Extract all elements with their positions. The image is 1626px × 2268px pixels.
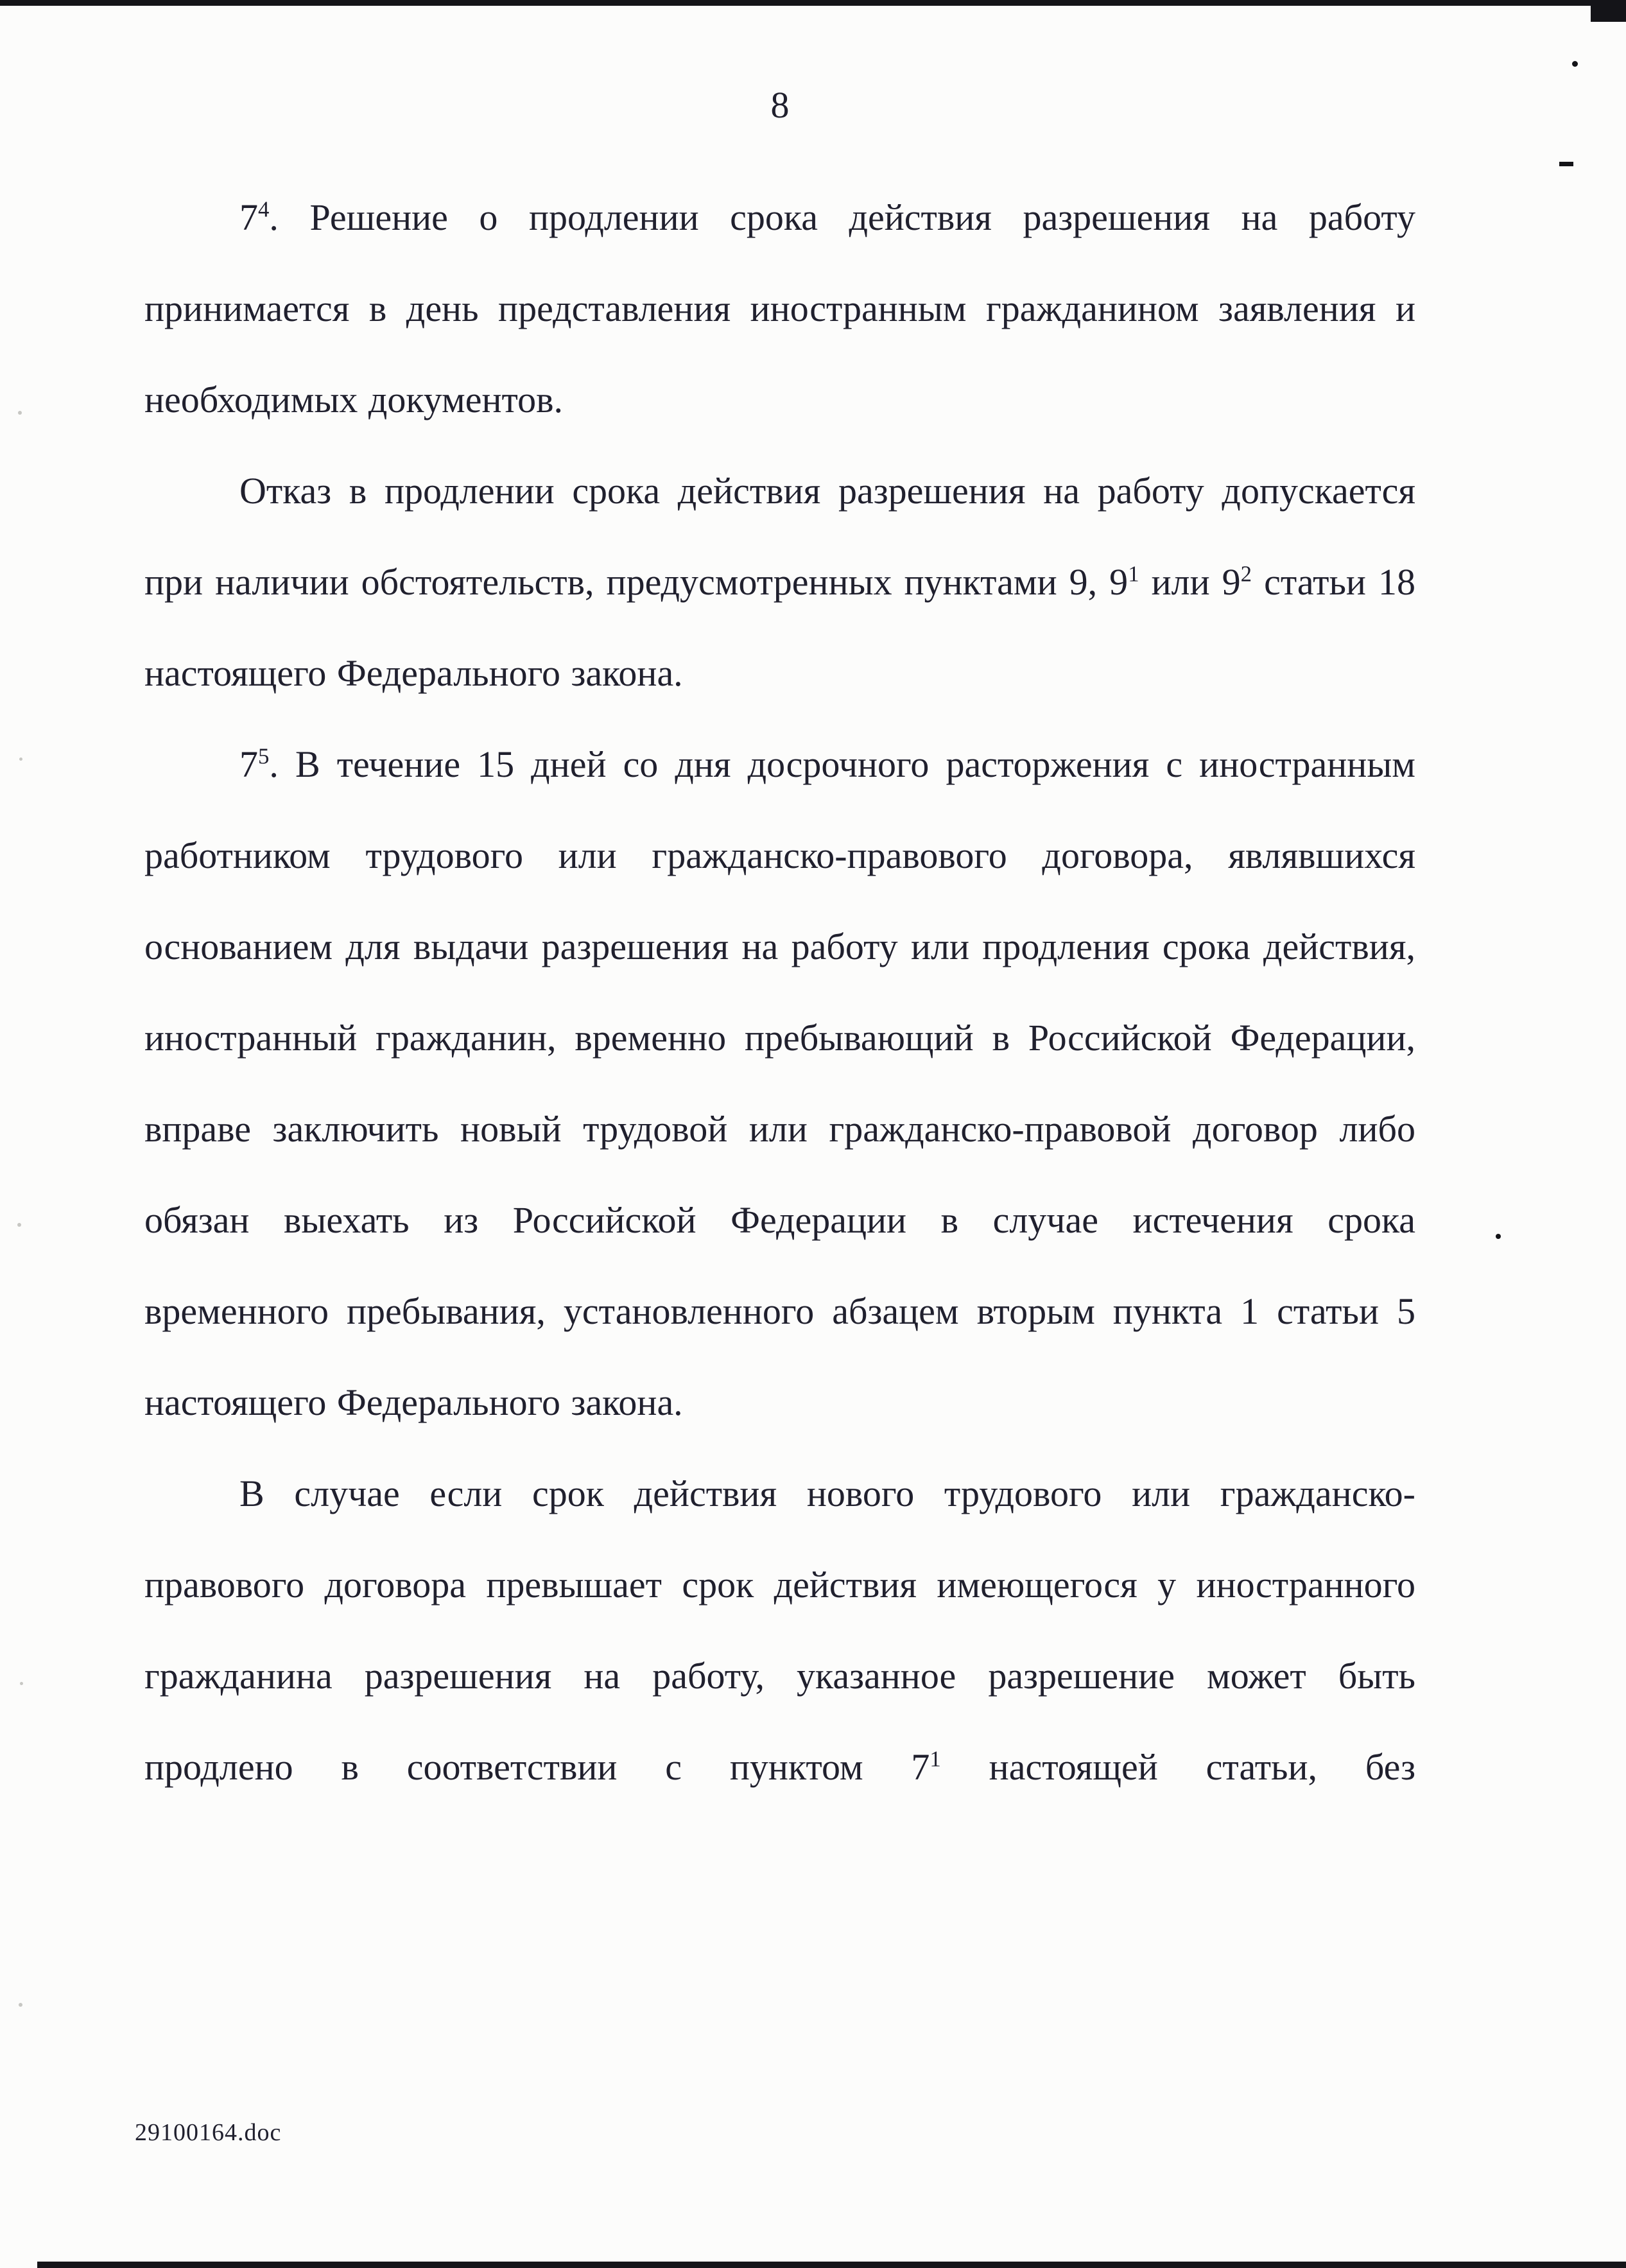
scan-speck [19,757,22,761]
scan-speck [20,1682,23,1685]
paragraph: $7^5$. В течение 15 дней со дня досрочного расторжения с иностранным работником трудового или гражданско-правового договора, являвшихся основанием для выдачи разрешения на работу или продления срока действия, иностранный гражданин, временно пребывающий в Российской Федерации, вправе заключить новый трудовой или гражданско-правовой договор либо обязан выехать из Российской Федерации в случае истечения срока временного пребывания, установленного абзацем вторым пункта 1 статьи 5 настоящего Федерального закона. [144,743,1415,1423]
paragraph: Отказ в продлении срока действия разрешения на работу допускается при наличии обстоятельств, предусмотренных пунктами 9, $9^1$ или $9^2$ статьи 18 настоящего Федерального закона. [144,470,1415,694]
footer-filename: 29100164.doc [135,2119,282,2146]
scan-speck [18,411,22,415]
document-body [144,172,1415,1813]
superscript: 2 [1240,561,1252,587]
scan-speck [17,1223,21,1227]
scan-speck [1496,1234,1501,1239]
paragraph: В случае если срок действия нового трудового или гражданско-правового договора превышает срок действия имеющегося у иностранного гражданина разрешения на работу, указанное разрешение может быть продлено в соответствии с пунктом $7^1$ настоящей статьи, без [144,1473,1415,1788]
scan-speck [1559,162,1573,166]
scan-artifact-bottom-edge [37,2262,1626,2268]
paragraph: $7^4$. Решение о продлении срока действия разрешения на работу принимается в день представления иностранным гражданином заявления и необходимых документов. [144,196,1415,420]
scan-artifact-corner [1591,0,1626,22]
scan-speck [19,2003,22,2007]
scan-speck [1572,61,1578,67]
superscript: 4 [258,196,270,222]
superscript: 5 [258,743,270,769]
page-number: 8 [770,84,790,126]
superscript: 1 [1128,561,1139,587]
scan-artifact-top-edge [0,0,1626,6]
superscript: 1 [930,1746,941,1772]
